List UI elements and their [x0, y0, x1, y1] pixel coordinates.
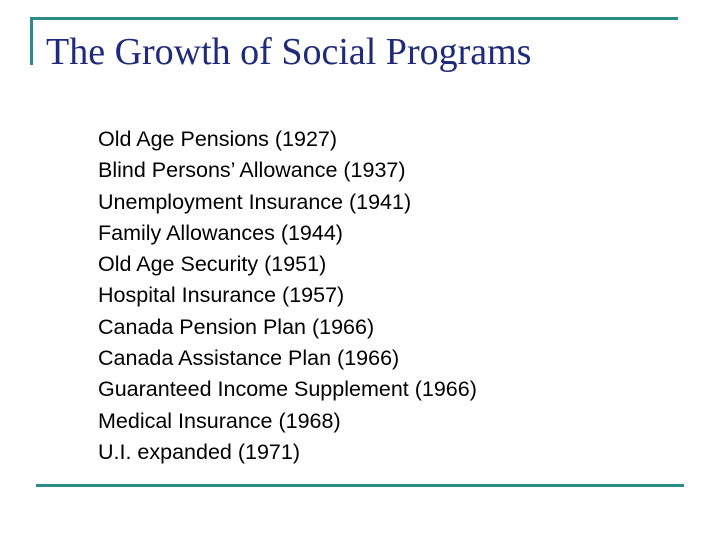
list-item: Canada Assistance Plan (1966): [98, 346, 400, 371]
slide-title: The Growth of Social Programs: [46, 31, 532, 73]
list-item: Old Age Security (1951): [98, 252, 327, 277]
title-top-rule: [30, 17, 678, 20]
list-item: Unemployment Insurance (1941): [98, 189, 412, 214]
list-item: Old Age Pensions (1927): [98, 127, 338, 151]
list-item: Hospital Insurance (1957): [98, 283, 345, 308]
list-item: U.I. expanded (1971): [98, 439, 300, 464]
list-item: Guaranteed Income Supplement (1966): [98, 377, 477, 402]
list-item: Canada Pension Plan (1966): [98, 314, 375, 339]
title-left-rule: [30, 17, 33, 65]
list-item: Blind Persons’ Allowance (1937): [98, 158, 406, 183]
list-item: Medical Insurance (1968): [98, 408, 341, 433]
program-list: [98, 124, 477, 468]
footer-rule: [36, 484, 684, 487]
list-item: Family Allowances (1944): [98, 220, 343, 245]
